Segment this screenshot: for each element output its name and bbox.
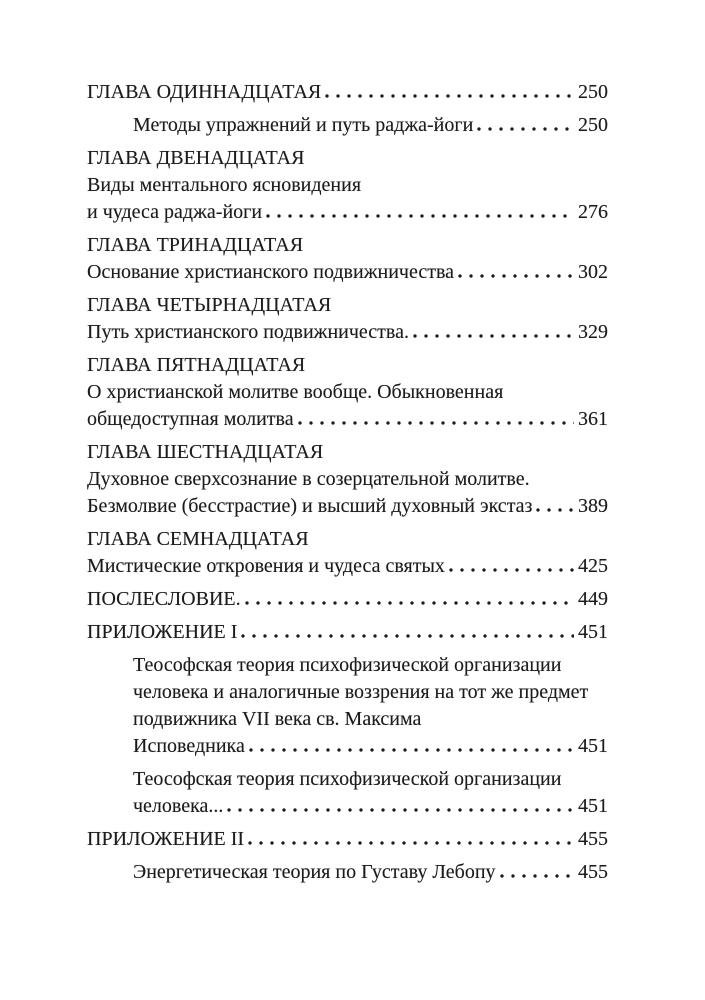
toc-entry-title: ГЛАВА ОДИННАДЦАТАЯ: [87, 81, 322, 103]
toc-entry-title: Безмолвие (бесстрастие) и высший духовный экстаз: [87, 495, 533, 517]
toc-line: ГЛАВА ДВЕНАДЦАТАЯ: [87, 147, 305, 169]
toc-line: ГЛАВА ПЯТНАДЦАТАЯ: [87, 354, 306, 376]
toc-line: [87, 406, 608, 433]
toc-line: [87, 826, 608, 853]
dot-leader: [536, 508, 574, 512]
toc-line: ГЛАВА ШЕСТНАДЦАТАЯ: [87, 441, 324, 463]
toc-line: Теософская теория психофизической организации: [133, 768, 562, 790]
toc-entry: [87, 652, 608, 760]
toc-line: [87, 553, 608, 580]
page-number: 361: [578, 408, 608, 430]
toc-line: Теософская теория психофизической организации: [133, 654, 562, 676]
dot-leader: [458, 274, 574, 278]
toc-line: [87, 319, 608, 346]
toc-line: Виды ментального ясновидения: [87, 174, 362, 196]
page-number: 329: [578, 321, 608, 343]
toc-entry-title: ПОСЛЕСЛОВИЕ.: [87, 588, 241, 610]
dot-leader: [325, 94, 574, 98]
toc-line: ГЛАВА ТРИНАДЦАТАЯ: [87, 234, 304, 256]
toc-entry: [87, 112, 608, 139]
toc-entry: [87, 79, 608, 106]
toc-entry-title: Путь христианского подвижничества.: [87, 321, 409, 343]
toc-line: ГЛАВА СЕМНАДЦАТАЯ: [87, 528, 309, 550]
toc-line: [87, 199, 608, 226]
page-number: 302: [578, 261, 608, 283]
toc-entry: [87, 292, 608, 346]
page-number: 449: [578, 588, 608, 610]
dot-leader: [245, 601, 574, 605]
dot-leader: [227, 808, 574, 812]
toc-line: человека и аналогичные воззрения на тот же предмет: [133, 681, 589, 703]
page-number: 250: [578, 81, 608, 103]
page-number: 451: [578, 795, 608, 817]
toc-entry-title: Энергетическая теория по Густаву Лебопу: [133, 861, 496, 883]
toc-entry-title: Мистические откровения и чудеса святых: [87, 555, 445, 577]
toc-entry-title: Основание христианского подвижничества: [87, 261, 455, 283]
toc-line: Духовное сверхсознание в созерцательной молитве.: [87, 468, 530, 490]
dot-leader: [266, 214, 574, 218]
toc-line: [133, 112, 608, 139]
dot-leader: [413, 334, 574, 338]
toc-entry: [87, 352, 608, 433]
page-number: 425: [578, 555, 608, 577]
toc-line: подвижника VII века св. Максима: [133, 708, 422, 730]
table-of-contents: [87, 79, 608, 886]
dot-leader: [500, 874, 574, 878]
dot-leader: [477, 127, 574, 131]
dot-leader: [298, 421, 574, 425]
toc-entry-title: и чудеса раджа-йоги: [87, 201, 263, 223]
toc-entry: [87, 232, 608, 286]
page-number: 250: [578, 114, 608, 136]
toc-entry-title: ПРИЛОЖЕНИЕ II: [87, 828, 245, 850]
toc-entry: [87, 766, 608, 820]
dot-leader: [449, 568, 574, 572]
toc-entry: [87, 439, 608, 520]
dot-leader: [249, 748, 574, 752]
toc-entry: [87, 526, 608, 580]
toc-entry: [87, 145, 608, 226]
toc-entry: [87, 826, 608, 853]
toc-entry-title: Методы упражнений и путь раджа-йоги: [133, 114, 474, 136]
toc-line: [87, 79, 608, 106]
page-number: 389: [578, 495, 608, 517]
toc-line: [87, 259, 608, 286]
page-number: 455: [578, 828, 608, 850]
toc-line: [133, 733, 608, 760]
toc-entry-title: человека...: [133, 795, 224, 817]
toc-entry: [87, 859, 608, 886]
page-number: 276: [578, 201, 608, 223]
page-number: 451: [578, 621, 608, 643]
toc-entry-title: Исповедника: [133, 735, 245, 757]
dot-leader: [241, 634, 574, 638]
toc-line: [87, 493, 608, 520]
toc-line: [87, 619, 608, 646]
toc-entry: [87, 619, 608, 646]
page-number: 455: [578, 861, 608, 883]
toc-line: [133, 859, 608, 886]
toc-entry: [87, 586, 608, 613]
dot-leader: [248, 841, 574, 845]
toc-entry-title: ПРИЛОЖЕНИЕ I: [87, 621, 238, 643]
toc-line: ГЛАВА ЧЕТЫРНАДЦАТАЯ: [87, 294, 332, 316]
toc-line: [133, 793, 608, 820]
page-number: 451: [578, 735, 608, 757]
toc-line: О христианской молитве вообще. Обыкновенная: [87, 381, 504, 403]
toc-line: [87, 586, 608, 613]
toc-entry-title: общедоступная молитва: [87, 408, 294, 430]
